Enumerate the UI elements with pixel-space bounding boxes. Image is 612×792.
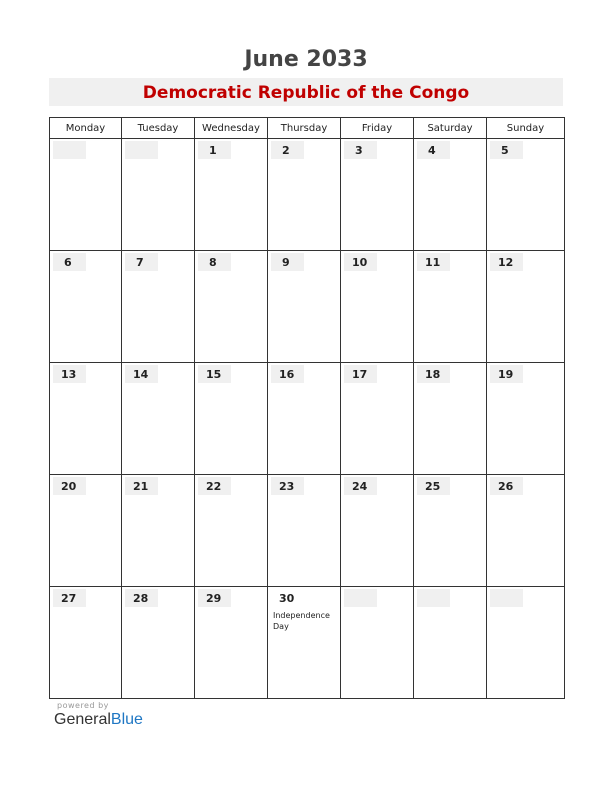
powered-by-label: powered by (57, 701, 109, 710)
day-number: 24 (344, 477, 377, 495)
day-number (417, 589, 450, 607)
day-cell (50, 587, 122, 699)
weekday-thursday: Thursday (268, 118, 341, 139)
day-number: 16 (271, 365, 304, 383)
weekday-friday: Friday (341, 118, 414, 139)
day-cell-empty (122, 139, 195, 251)
day-number: 1 (198, 141, 231, 159)
day-number: 21 (125, 477, 158, 495)
week-row-1 (50, 139, 565, 251)
page-title: June 2033 (244, 47, 368, 72)
week-row-3 (50, 363, 565, 475)
holiday-label: Independence Day (273, 611, 330, 631)
day-number: 18 (417, 365, 450, 383)
week-row-2 (50, 251, 565, 363)
day-cell (122, 475, 195, 587)
day-cell (122, 251, 195, 363)
day-number: 19 (490, 365, 523, 383)
day-cell (341, 475, 414, 587)
day-number: 8 (198, 253, 231, 271)
day-cell (268, 475, 341, 587)
day-cell-holiday (268, 587, 341, 699)
day-cell (268, 363, 341, 475)
day-number: 10 (344, 253, 377, 271)
weekday-tuesday: Tuesday (122, 118, 195, 139)
day-cell (414, 475, 487, 587)
day-cell (195, 475, 268, 587)
day-number: 4 (417, 141, 450, 159)
day-cell (195, 139, 268, 251)
day-cell (487, 475, 565, 587)
day-cell (341, 251, 414, 363)
day-cell-empty (341, 587, 414, 699)
day-number (344, 589, 377, 607)
day-number: 26 (490, 477, 523, 495)
day-cell (487, 251, 565, 363)
day-cell (50, 475, 122, 587)
day-number: 25 (417, 477, 450, 495)
day-cell-empty (487, 587, 565, 699)
day-cell (268, 139, 341, 251)
day-number: 20 (53, 477, 86, 495)
day-cell (414, 251, 487, 363)
day-cell (195, 251, 268, 363)
day-cell (50, 251, 122, 363)
day-number: 11 (417, 253, 450, 271)
brand-general-text: General (54, 711, 111, 728)
day-number: 15 (198, 365, 231, 383)
day-cell-empty (50, 139, 122, 251)
day-cell (195, 587, 268, 699)
day-cell-empty (414, 587, 487, 699)
day-number: 28 (125, 589, 158, 607)
day-number (490, 589, 523, 607)
country-banner: Democratic Republic of the Congo (49, 78, 563, 106)
weekday-wednesday: Wednesday (195, 118, 268, 139)
day-number: 6 (53, 253, 86, 271)
day-cell (122, 587, 195, 699)
weekday-sunday: Sunday (487, 118, 565, 139)
calendar-grid (49, 117, 565, 699)
day-number: 2 (271, 141, 304, 159)
day-cell (414, 363, 487, 475)
weekday-header-row (50, 118, 565, 139)
week-row-4 (50, 475, 565, 587)
brand-logo[interactable] (54, 711, 143, 729)
day-number (125, 141, 158, 159)
day-number: 30 (279, 592, 295, 605)
day-cell (50, 363, 122, 475)
day-cell (487, 139, 565, 251)
day-number: 17 (344, 365, 377, 383)
day-number: 14 (125, 365, 158, 383)
day-number (53, 141, 86, 159)
weekday-saturday: Saturday (414, 118, 487, 139)
day-number: 9 (271, 253, 304, 271)
brand-blue-text: Blue (110, 711, 143, 728)
day-cell (268, 251, 341, 363)
day-cell (414, 139, 487, 251)
day-cell (122, 363, 195, 475)
day-number: 27 (53, 589, 86, 607)
day-cell (487, 363, 565, 475)
day-number: 23 (271, 477, 304, 495)
day-cell (195, 363, 268, 475)
day-number: 12 (490, 253, 523, 271)
day-number: 7 (125, 253, 158, 271)
weekday-monday: Monday (50, 118, 122, 139)
day-number: 29 (198, 589, 231, 607)
day-cell (341, 139, 414, 251)
day-cell (341, 363, 414, 475)
day-number: 5 (490, 141, 523, 159)
day-number: 13 (53, 365, 86, 383)
day-number: 22 (198, 477, 231, 495)
day-number: 3 (344, 141, 377, 159)
week-row-5 (50, 587, 565, 699)
